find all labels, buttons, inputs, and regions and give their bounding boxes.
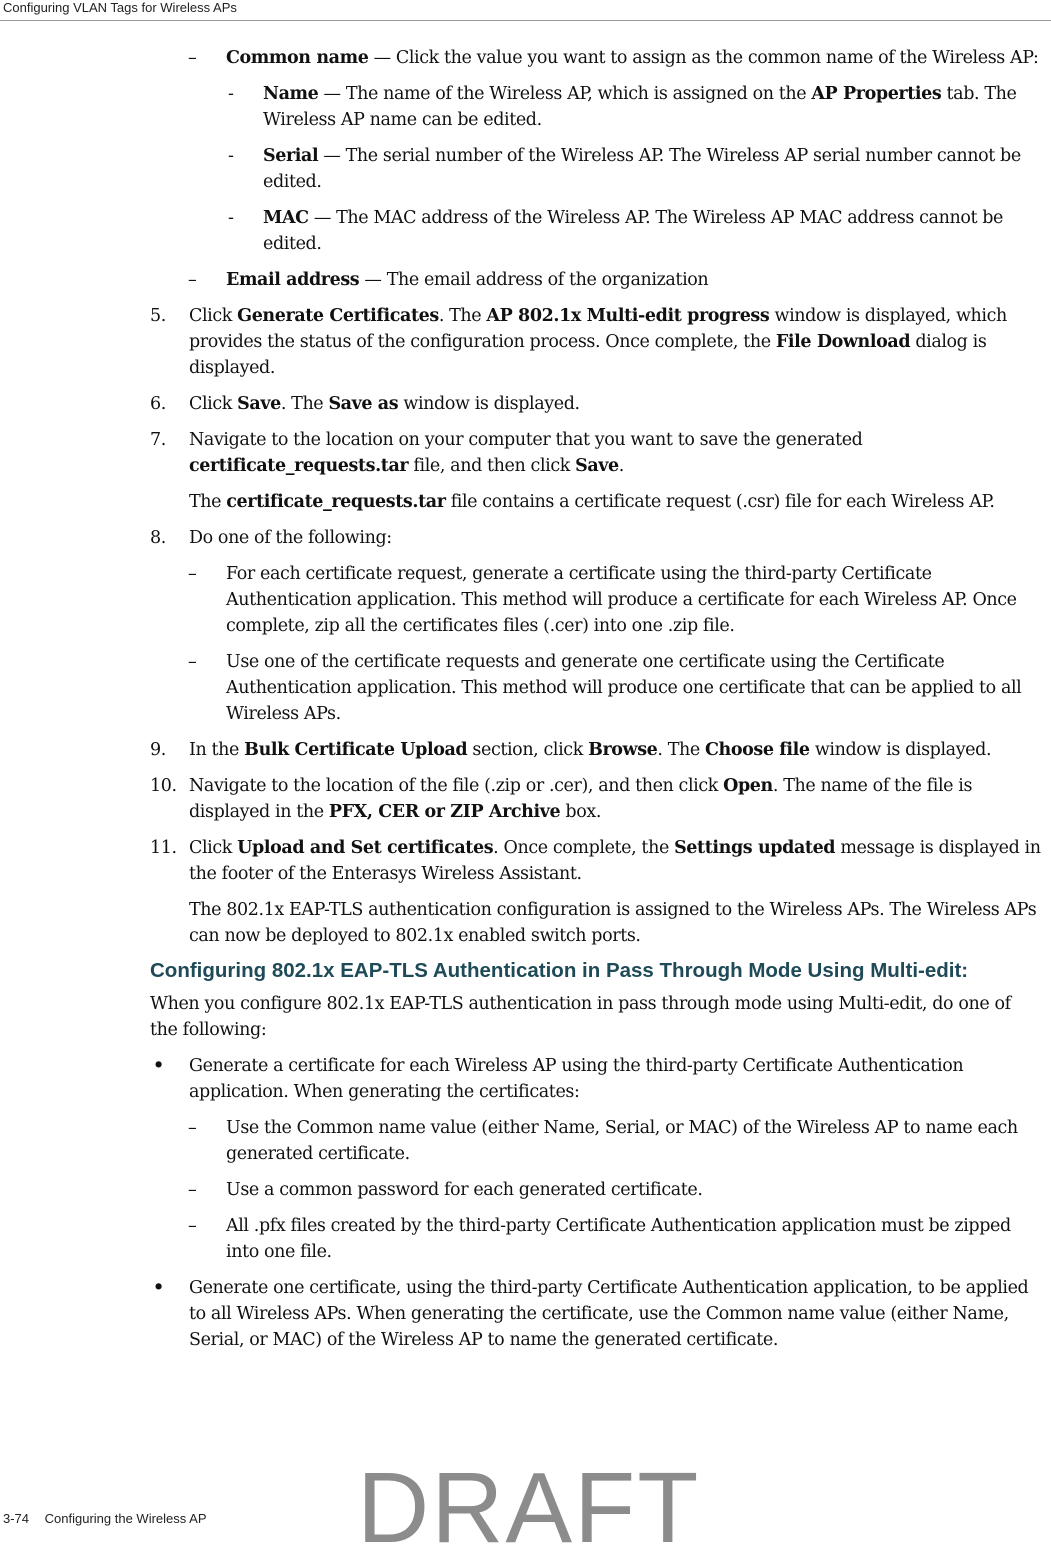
item-text xyxy=(226,649,1047,727)
item-text xyxy=(226,561,1047,639)
text-run: All .pfx files created by the third-party Certificate Authentication application must be zipped into one file. xyxy=(226,1216,1011,1262)
text-run: — The serial number of the Wireless AP. The Wireless AP serial number cannot be edited. xyxy=(263,146,1021,192)
text-run: In the xyxy=(189,740,245,760)
procedure-step xyxy=(0,303,1051,381)
text-run: — The MAC address of the Wireless AP. The Wireless AP MAC address cannot be edited. xyxy=(263,208,1004,254)
text-run: Generate one certificate, using the third-party Certificate Authentication application, to be applied to all Wireless APs. When generating the certificate, use the Common name value (either Name, Serial, or MAC) of the Wireless AP to name the generated certificate. xyxy=(189,1278,1029,1350)
list-marker: – xyxy=(188,1216,197,1236)
item-text xyxy=(189,525,1047,551)
list-marker: – xyxy=(188,1180,197,1200)
text-run: Navigate to the location of the file (.zip or .cer), and then click xyxy=(189,776,724,796)
ui-term: MAC xyxy=(263,208,309,228)
text-run: dialog is displayed. xyxy=(189,332,987,378)
list-marker: – xyxy=(188,270,197,290)
draft-watermark: DRAFT xyxy=(357,1452,701,1564)
text-run: section, click xyxy=(467,740,589,760)
item-text xyxy=(189,1053,1047,1105)
item-text xyxy=(189,391,1047,417)
section-heading xyxy=(150,959,1021,983)
ui-term: certificate_requests.tar xyxy=(189,456,409,476)
text-run: Navigate to the location on your computer that you want to save the generated xyxy=(189,430,863,450)
text-run: window is displayed. xyxy=(809,740,992,760)
chapter-title: Configuring the Wireless AP xyxy=(44,1511,207,1526)
list-marker: - xyxy=(228,146,234,166)
ui-term: certificate_requests.tar xyxy=(226,492,446,512)
ui-term: File Download xyxy=(775,332,911,352)
procedure-step xyxy=(0,835,1051,887)
ui-term: Save xyxy=(237,394,281,414)
item-text xyxy=(263,205,1048,257)
ui-term: Email address xyxy=(226,270,360,290)
text-run: . The name of the file is displayed in the xyxy=(189,776,973,822)
item-text xyxy=(226,1115,1047,1167)
text-run: Click xyxy=(189,306,238,326)
list-marker: - xyxy=(228,84,234,104)
paragraph xyxy=(0,991,1051,1043)
item-text xyxy=(189,489,1047,515)
document-body xyxy=(0,45,1051,1363)
step-number: 11. xyxy=(150,838,177,858)
text-run: When you configure 802.1x EAP-TLS authentication in pass through mode using Multi-edit, do one of the following: xyxy=(150,994,1011,1040)
item-text xyxy=(226,1213,1047,1265)
paragraph xyxy=(0,489,1051,515)
text-run: Use the Common name value (either Name, Serial, or MAC) of the Wireless AP to name each generated certificate. xyxy=(226,1118,1018,1164)
ui-term: Save xyxy=(575,456,619,476)
ui-term: Bulk Certificate Upload xyxy=(244,740,468,760)
step-number: 7. xyxy=(150,430,166,450)
text-run: window is displayed. xyxy=(398,394,580,414)
item-text xyxy=(226,1177,1047,1203)
text-run: . xyxy=(618,456,624,476)
text-run: Click xyxy=(189,838,238,858)
item-text xyxy=(150,991,1031,1043)
item-text xyxy=(226,45,1047,71)
list-item xyxy=(0,267,1051,293)
sub-list-item xyxy=(0,205,1051,257)
item-text xyxy=(189,737,1047,763)
item-text xyxy=(189,773,1047,825)
page-number: 3-74 xyxy=(3,1511,30,1526)
list-marker: - xyxy=(228,208,234,228)
text-run: . The xyxy=(438,306,487,326)
text-run: message is displayed in the footer of the Enterasys Wireless Assistant. xyxy=(189,838,1041,884)
ui-term: Serial xyxy=(263,146,319,166)
text-run: file, and then click xyxy=(408,456,576,476)
text-run: — The email address of the organization xyxy=(359,270,709,290)
list-item xyxy=(0,1213,1051,1265)
text-run: — The name of the Wireless AP, which is assigned on the xyxy=(318,84,812,104)
list-marker: – xyxy=(188,564,197,584)
list-item xyxy=(0,45,1051,71)
running-header xyxy=(0,0,1051,21)
step-number: 6. xyxy=(150,394,166,414)
item-text xyxy=(189,897,1047,949)
list-marker: – xyxy=(188,652,197,672)
list-item xyxy=(0,649,1051,727)
text-run: The xyxy=(189,492,227,512)
item-text xyxy=(263,81,1048,133)
step-number: 10. xyxy=(150,776,177,796)
text-run: . The xyxy=(280,394,329,414)
item-text xyxy=(189,427,1047,479)
text-run: window is displayed, which provides the status of the configuration process. Once complete, the xyxy=(189,306,1007,352)
text-run: . Once complete, the xyxy=(493,838,675,858)
ui-term: Settings updated xyxy=(674,838,836,858)
item-text xyxy=(226,267,1047,293)
list-item xyxy=(0,561,1051,639)
text-run: The 802.1x EAP-TLS authentication configuration is assigned to the Wireless APs. The Wireless APs can now be deployed to 802.1x enabled switch ports. xyxy=(189,900,1037,946)
procedure-step xyxy=(0,525,1051,551)
text-run: tab. The Wireless AP name can be edited. xyxy=(263,84,1017,130)
list-item xyxy=(0,1115,1051,1167)
step-number: 8. xyxy=(150,528,166,548)
paragraph xyxy=(0,897,1051,949)
ui-term: Browse xyxy=(588,740,658,760)
ui-term: AP Properties xyxy=(811,84,942,104)
step-number: 9. xyxy=(150,740,166,760)
section-heading-text: Configuring 802.1x EAP-TLS Authentication in Pass Through Mode Using Multi-edit: xyxy=(150,959,969,982)
item-text xyxy=(263,143,1048,195)
text-run: . The xyxy=(657,740,706,760)
ui-term: Choose file xyxy=(705,740,810,760)
ui-term: Common name xyxy=(226,48,369,68)
procedure-step xyxy=(0,737,1051,763)
text-run: Click xyxy=(189,394,238,414)
running-header-title: Configuring VLAN Tags for Wireless APs xyxy=(3,0,237,15)
list-marker: • xyxy=(153,1278,164,1298)
ui-term: AP 802.1x Multi-edit progress xyxy=(486,306,770,326)
list-marker: – xyxy=(188,48,197,68)
list-marker: • xyxy=(153,1056,164,1076)
text-run: — Click the value you want to assign as the common name of the Wireless AP: xyxy=(368,48,1039,68)
ui-term: PFX, CER or ZIP Archive xyxy=(328,802,561,822)
ui-term: Open xyxy=(723,776,773,796)
item-text xyxy=(189,303,1047,381)
bullet-item xyxy=(0,1275,1051,1353)
text-run: For each certificate request, generate a certificate using the third-party Certificate Authentication application. This method will produce a certificate for each Wireless AP. Once complete, zip all the certificates files (.cer) into one .zip file. xyxy=(226,564,1017,636)
item-text xyxy=(189,835,1047,887)
page-footer xyxy=(3,1511,207,1526)
ui-term: Generate Certificates xyxy=(237,306,439,326)
list-item xyxy=(0,1177,1051,1203)
sub-list-item xyxy=(0,81,1051,133)
ui-term: Upload and Set certificates xyxy=(237,838,494,858)
ui-term: Save as xyxy=(328,394,399,414)
item-text xyxy=(189,1275,1047,1353)
text-run: Generate a certificate for each Wireless AP using the third-party Certificate Authentication application. When generating the certificates: xyxy=(189,1056,964,1102)
sub-list-item xyxy=(0,143,1051,195)
step-number: 5. xyxy=(150,306,166,326)
procedure-step xyxy=(0,391,1051,417)
text-run: Do one of the following: xyxy=(189,528,392,548)
bullet-item xyxy=(0,1053,1051,1105)
text-run: box. xyxy=(560,802,601,822)
ui-term: Name xyxy=(263,84,319,104)
text-run: Use one of the certificate requests and generate one certificate using the Certificate Authentication application. This method will produce one certificate that can be applied to all Wireless APs. xyxy=(226,652,1022,724)
procedure-step xyxy=(0,427,1051,479)
text-run: Use a common password for each generated certificate. xyxy=(226,1180,703,1200)
procedure-step xyxy=(0,773,1051,825)
list-marker: – xyxy=(188,1118,197,1138)
text-run: file contains a certificate request (.csr) file for each Wireless AP. xyxy=(445,492,995,512)
